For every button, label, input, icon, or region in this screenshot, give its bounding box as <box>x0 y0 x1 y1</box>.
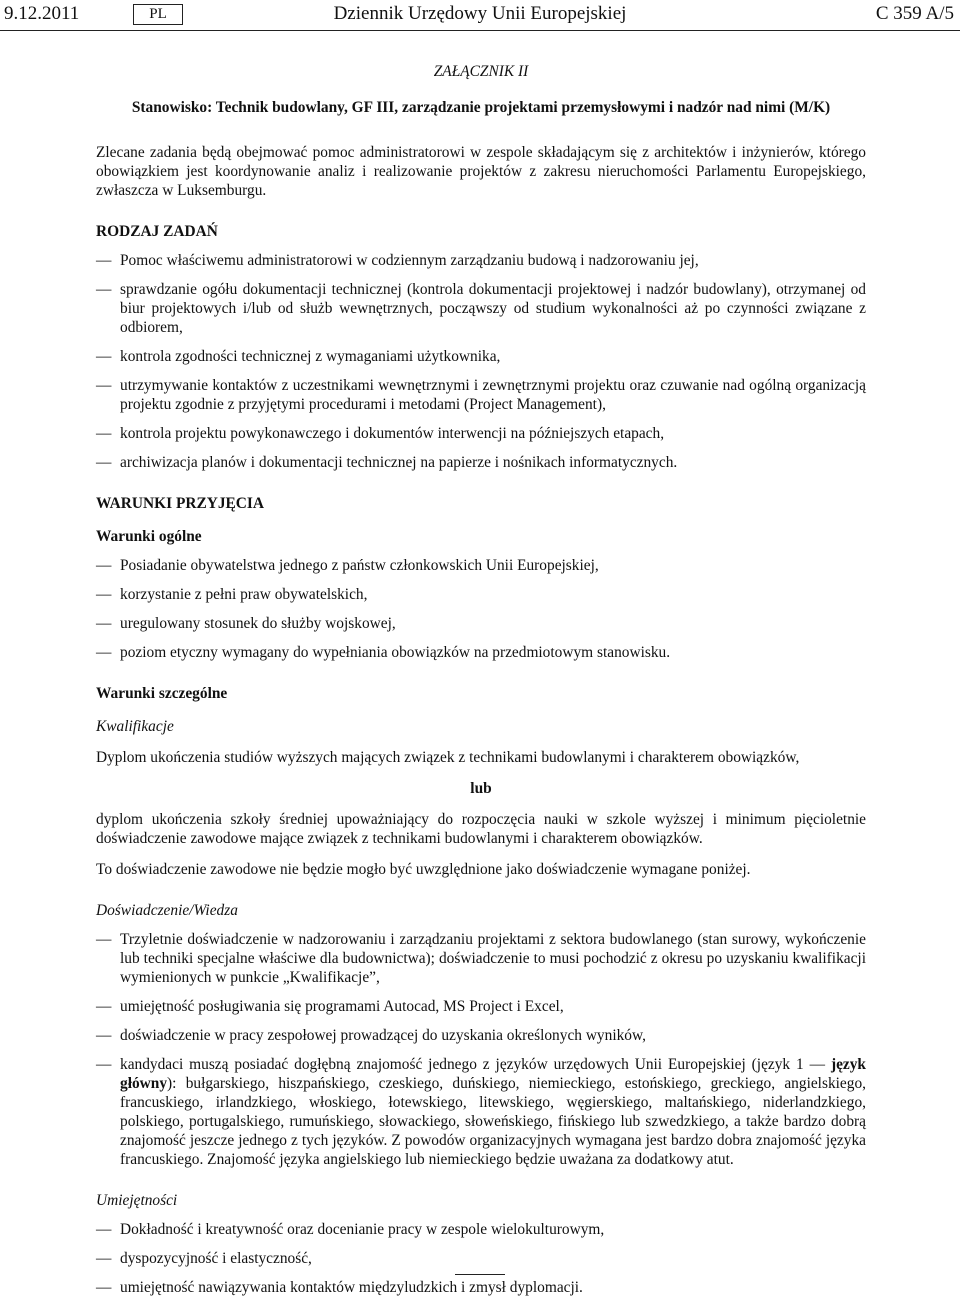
list-item: — poziom etyczny wymagany do wypełniania obowiązków na przedmiotowym stanowisku. <box>96 644 671 661</box>
general-conditions-list <box>96 556 866 662</box>
position-title: Stanowisko: Technik budowlany, GF III, zarządzanie projektami przemysłowymi i nadzór nad nimi (M/K) <box>131 99 831 116</box>
language-badge: PL <box>133 4 183 25</box>
language-item-emphasis: język główny <box>120 1056 866 1092</box>
language-item-text-rest: ): bułgarskiego, hiszpańskiego, czeskiego, duńskiego, niemieckiego, estońskiego, greckiego, angielskiego, francuskiego, irlandzkiego, włoskiego, łotewskiego, litewskiego, węgierskiego, maltańskiego, niderlandzkiego, polskiego, portugalskiego, rumuńskiego, słowackiego, słoweńskiego, fińskiego lub szwedzkiego, a także bardzo dobrą znajomość jeszcze jednego z tych języków. Z powodów organizacyjnych wymagana jest bardzo dobra znajomość języka francuskiego. Znajomość języka angielskiego lub niemieckiego będzie uważana za dodatkowy atut. <box>120 1075 866 1168</box>
qualifications-heading: Kwalifikacje <box>96 718 174 735</box>
list-item: — archiwizacja planów i dokumentacji technicznej na papierze i nośnikach informatycznych. <box>96 454 678 471</box>
tasks-heading: RODZAJ ZADAŃ <box>96 223 218 240</box>
list-item: — kontrola projektu powykonawczego i dokumentów interwencji na późniejszych etapach, <box>96 425 665 442</box>
skills-heading: Umiejętności <box>96 1192 178 1209</box>
specific-conditions-heading: Warunki szczególne <box>96 685 228 702</box>
list-item: — sprawdzanie ogółu dokumentacji technicznej (kontrola dokumentacji projektowej i nadzór budowlany), otrzymanej od biur projektowych i/lub od służb wewnętrznych, począwszy od studium wykonalności aż po czynności związane z odbiorem, <box>96 281 866 336</box>
list-item: — utrzymywanie kontaktów z uczestnikami wewnętrznymi i zewnętrznymi projektu oraz czuwanie nad ogólną organizacją projektu zgodnie z przyjętymi procedurami i metodami (Project Management), <box>96 377 866 413</box>
list-item: — kontrola zgodności technicznej z wymaganiami użytkownika, <box>96 348 501 365</box>
footer-rule <box>455 1274 505 1275</box>
list-item: — Pomoc właściwemu administratorowi w codziennym zarządzaniu budową i nadzorowaniu jej, <box>96 252 699 269</box>
qualification-1: Dyplom ukończenia studiów wyższych mających związek z technikami budowlanymi i charakterem obowiązków, <box>96 749 800 766</box>
header-rule <box>0 30 960 31</box>
qualification-note: To doświadczenie zawodowe nie będzie mogło być uwzględnione jako doświadczenie wymagane poniżej. <box>96 861 751 878</box>
journal-header <box>0 0 960 30</box>
list-item: — kandydaci muszą posiadać dogłębną znajomość jednego z języków urzędowych Unii Europejskiej (język 1 — język główny): bułgarskiego, hiszpańskiego, czeskiego, duńskiego, niemieckiego, estońskiego, greckiego, angielskiego, francuskiego, irlandzkiego, włoskiego, łotewskiego, litewskiego, węgierskiego, maltańskiego, niderlandzkiego, polskiego, portugalskiego, rumuńskiego, słowackiego, słoweńskiego, fińskiego lub szwedzkiego, a także bardzo dobrą znajomość jeszcze jednego z tych języków. Z powodów organizacyjnych wymagana jest bardzo dobra znajomość języka francuskiego. Znajomość języka angielskiego lub niemieckiego będzie uważana za dodatkowy atut. <box>96 1056 866 1168</box>
experience-list <box>96 930 866 1169</box>
list-item: — Trzyletnie doświadczenie w nadzorowaniu i zarządzaniu projektami z sektora budowlanego (stan surowy, wykończenie lub techniki specjalne właściwe dla budownictwa); doświadczenie to musi pochodzić z okresu po uzyskaniu kwalifikacji wymienionych w punkcie „Kwalifikacje”, <box>96 931 866 986</box>
journal-reference: C 359 A/5 <box>875 3 954 24</box>
list-item: — umiejętność posługiwania się programami Autocad, MS Project i Excel, <box>96 998 564 1015</box>
list-item: — doświadczenie w pracy zespołowej prowadzącej do uzyskania określonych wyników, <box>96 1027 646 1044</box>
document-body <box>96 60 866 1297</box>
list-item: — korzystanie z pełni praw obywatelskich, <box>96 586 368 603</box>
annex-title: ZAŁĄCZNIK II <box>433 63 529 80</box>
list-item: — Dokładność i kreatywność oraz docenianie pracy w zespole wielokulturowym, <box>96 1221 605 1238</box>
qualification-or: lub <box>470 780 492 797</box>
list-item: — Posiadanie obywatelstwa jednego z państw członkowskich Unii Europejskiej, <box>96 557 599 574</box>
general-conditions-heading: Warunki ogólne <box>96 528 202 545</box>
list-item: — dyspozycyjność i elastyczność, <box>96 1250 312 1267</box>
qualification-2: dyplom ukończenia szkoły średniej upoważniający do rozpoczęcia nauki w szkole wyższej i minimum pięcioletnie doświadczenie zawodowe mające związek z technikami budowlanymi i charakterem obowiązków. <box>96 811 866 847</box>
tasks-list <box>96 251 866 472</box>
journal-title: Dziennik Urzędowy Unii Europejskiej <box>333 3 627 24</box>
list-item: — umiejętność nawiązywania kontaktów międzyludzkich i zmysł dyplomacji. <box>96 1279 583 1296</box>
skills-list <box>96 1220 866 1297</box>
list-item: — uregulowany stosunek do służby wojskowej, <box>96 615 396 632</box>
language-item-text: kandydaci muszą posiadać dogłębną znajomość jednego z języków urzędowych Unii Europejskiej (język 1 — <box>120 1056 831 1073</box>
conditions-heading: WARUNKI PRZYJĘCIA <box>96 495 265 512</box>
intro-paragraph: Zlecane zadania będą obejmować pomoc administratorowi w zespole składającym się z architektów i inżynierów, którego obowiązkiem jest koordynowanie analiz i realizowanie projektów z zakresu nieruchomości Parlamentu Europejskiego, zwłaszcza w Luksemburgu. <box>96 144 866 199</box>
publication-date: 9.12.2011 <box>4 3 80 24</box>
experience-heading: Doświadczenie/Wiedza <box>96 902 238 919</box>
